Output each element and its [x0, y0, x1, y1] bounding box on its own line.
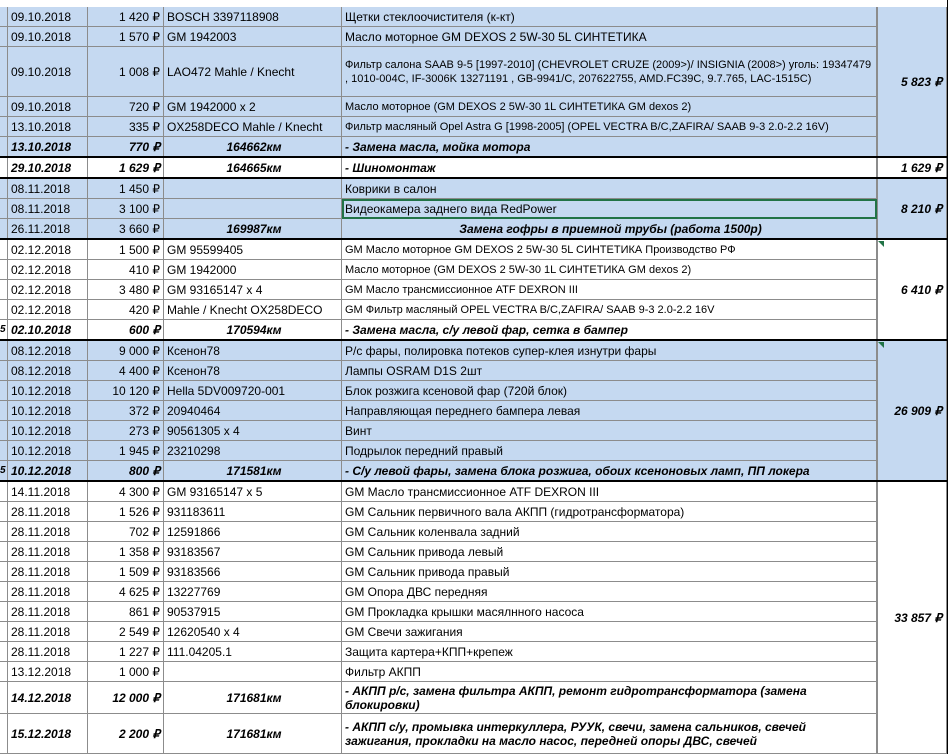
part-number-cell[interactable]: BOSCH 3397118908 — [164, 7, 342, 27]
amount-cell[interactable]: 600 ₽ — [88, 320, 164, 340]
description-cell[interactable]: Коврики в салон — [342, 179, 877, 199]
amount-cell[interactable]: 1 420 ₽ — [88, 7, 164, 27]
row-edge — [0, 219, 8, 239]
row-edge — [0, 682, 8, 714]
date-cell[interactable]: 02.12.2018 — [8, 260, 88, 280]
amount-cell[interactable]: 3 660 ₽ — [88, 219, 164, 239]
date-cell[interactable]: 28.11.2018 — [8, 562, 88, 582]
table-row[interactable] — [0, 562, 951, 582]
table-row[interactable] — [0, 441, 951, 461]
amount-cell[interactable]: 861 ₽ — [88, 602, 164, 622]
amount-cell[interactable]: 1 526 ₽ — [88, 502, 164, 522]
table-row[interactable] — [0, 341, 951, 361]
table-row[interactable] — [0, 522, 951, 542]
description-cell[interactable]: Фильтр АКПП — [342, 662, 877, 682]
amount-cell[interactable]: 10 120 ₽ — [88, 381, 164, 401]
amount-cell[interactable]: 4 400 ₽ — [88, 361, 164, 381]
part-number-cell[interactable]: Mahle / Knecht OX258DECO — [164, 300, 342, 320]
table-row[interactable] — [0, 7, 951, 27]
description-cell[interactable]: GM Масло моторное GM DEXOS 2 5W-30 5L СИНТЕТИКА Производство РФ — [342, 240, 877, 260]
part-number-cell[interactable]: 111.04205.1 — [164, 642, 342, 662]
description-cell[interactable]: GM Свечи зажигания — [342, 622, 877, 642]
row-edge — [0, 642, 8, 662]
amount-cell[interactable]: 1 509 ₽ — [88, 562, 164, 582]
date-cell[interactable]: 28.11.2018 — [8, 642, 88, 662]
row-edge — [0, 361, 8, 381]
part-number-cell[interactable]: Ксенон78 — [164, 361, 342, 381]
date-cell[interactable]: 09.10.2018 — [8, 27, 88, 47]
table-row[interactable] — [0, 280, 951, 300]
amount-cell[interactable]: 2 200 ₽ — [88, 714, 164, 754]
date-cell[interactable]: 13.10.2018 — [8, 117, 88, 137]
mileage-cell[interactable]: 164662км — [164, 137, 342, 157]
part-number-cell[interactable]: 12591866 — [164, 522, 342, 542]
part-number-cell[interactable]: Hella 5DV009720-001 — [164, 381, 342, 401]
row-edge — [0, 7, 8, 27]
row-edge — [0, 260, 8, 280]
description-cell[interactable]: - С/у левой фары, замена блока розжига, обоих ксеноновых ламп, ПП локера — [342, 461, 877, 481]
date-cell[interactable]: 28.11.2018 — [8, 502, 88, 522]
description-cell[interactable]: GM Сальник привода правый — [342, 562, 877, 582]
date-cell[interactable]: 14.11.2018 — [8, 482, 88, 502]
amount-cell[interactable]: 335 ₽ — [88, 117, 164, 137]
description-cell[interactable]: Лампы OSRAM D1S 2шт — [342, 361, 877, 381]
amount-cell[interactable]: 372 ₽ — [88, 401, 164, 421]
table-row[interactable] — [0, 27, 951, 47]
row-edge — [0, 280, 8, 300]
table-row[interactable] — [0, 260, 951, 280]
part-number-cell[interactable]: GM 1942003 — [164, 27, 342, 47]
row-edge — [0, 542, 8, 562]
description-cell[interactable]: Защита картера+КПП+крепеж — [342, 642, 877, 662]
group-total[interactable]: 8 210 ₽ — [877, 179, 947, 239]
description-cell[interactable]: - АКПП р/с, замена фильтра АКПП, ремонт гидротрансформатора (замена блокировки) — [342, 682, 877, 714]
date-cell[interactable]: 02.10.2018 — [8, 320, 88, 340]
amount-cell[interactable]: 1 570 ₽ — [88, 27, 164, 47]
row-edge — [0, 381, 8, 401]
amount-cell[interactable]: 3 100 ₽ — [88, 199, 164, 219]
row-edge — [0, 27, 8, 47]
group-total[interactable]: 5 823 ₽ — [877, 7, 947, 157]
table-row[interactable] — [0, 622, 951, 642]
date-cell[interactable]: 08.12.2018 — [8, 361, 88, 381]
table-row[interactable] — [0, 401, 951, 421]
date-cell[interactable]: 26.11.2018 — [8, 219, 88, 239]
amount-cell[interactable]: 1 000 ₽ — [88, 662, 164, 682]
date-cell[interactable]: 28.11.2018 — [8, 522, 88, 542]
part-number-cell[interactable]: GM 1942000 — [164, 260, 342, 280]
description-cell[interactable]: GM Опора ДВС передняя — [342, 582, 877, 602]
row-edge — [0, 582, 8, 602]
part-number-cell[interactable]: 20940464 — [164, 401, 342, 421]
description-cell[interactable]: Блок розжига ксеновой фар (720й блок) — [342, 381, 877, 401]
date-cell[interactable]: 28.11.2018 — [8, 542, 88, 562]
description-cell[interactable]: Фильтр масляный Opel Astra G [1998-2005] (OPEL VECTRA B/C,ZAFIRA/ SAAB 9-3 2.0-2.2 16V) — [342, 117, 877, 137]
row-edge — [0, 662, 8, 682]
date-cell[interactable]: 28.11.2018 — [8, 582, 88, 602]
row-edge: 5 — [0, 461, 8, 481]
description-cell[interactable]: Фильтр салона SAAB 9-5 [1997-2010] (CHEVROLET CRUZE (2009>)/ INSIGNIA (2008>) уголь: 19347479 , 1010-004C, IF-3006K 13271191 , GB-9941/C, 207622755, AMD.FC39C, 9.7.765, LAC-1515C) — [342, 47, 877, 97]
date-cell[interactable]: 28.11.2018 — [8, 602, 88, 622]
date-cell[interactable]: 02.12.2018 — [8, 300, 88, 320]
table-row[interactable] — [0, 602, 951, 622]
group-total[interactable]: 6 410 ₽ — [877, 240, 947, 340]
part-number-cell[interactable]: GM 93165147 x 5 — [164, 482, 342, 502]
date-cell[interactable]: 14.12.2018 — [8, 682, 88, 714]
table-row[interactable] — [0, 300, 951, 320]
row-edge — [0, 522, 8, 542]
date-cell[interactable]: 09.10.2018 — [8, 7, 88, 27]
table-row[interactable] — [0, 642, 951, 662]
table-row[interactable] — [0, 320, 951, 340]
date-cell[interactable]: 08.11.2018 — [8, 199, 88, 219]
date-cell[interactable]: 10.12.2018 — [8, 461, 88, 481]
table-row[interactable] — [0, 117, 951, 137]
amount-cell[interactable]: 3 480 ₽ — [88, 280, 164, 300]
part-number-cell[interactable] — [164, 199, 342, 219]
date-cell[interactable]: 08.11.2018 — [8, 179, 88, 199]
date-cell[interactable]: 10.12.2018 — [8, 421, 88, 441]
description-cell[interactable]: GM Сальник первичного вала АКПП (гидротрансформатора) — [342, 502, 877, 522]
row-edge — [0, 137, 8, 157]
part-number-cell[interactable]: OX258DECO Mahle / Knecht — [164, 117, 342, 137]
part-number-cell[interactable]: LAO472 Mahle / Knecht — [164, 47, 342, 97]
row-edge — [0, 562, 8, 582]
amount-cell[interactable]: 273 ₽ — [88, 421, 164, 441]
amount-cell[interactable]: 4 625 ₽ — [88, 582, 164, 602]
mileage-cell[interactable]: 171581км — [164, 461, 342, 481]
date-cell[interactable]: 09.10.2018 — [8, 97, 88, 117]
table-row[interactable] — [0, 542, 951, 562]
right-border — [947, 0, 951, 754]
amount-cell[interactable]: 1 500 ₽ — [88, 240, 164, 260]
mileage-cell[interactable]: 171681км — [164, 714, 342, 754]
description-cell[interactable]: Направляющая переднего бампера левая — [342, 401, 877, 421]
description-cell[interactable]: GM Сальник привода левый — [342, 542, 877, 562]
table-row[interactable] — [0, 97, 951, 117]
table-row[interactable] — [0, 47, 951, 97]
description-cell[interactable]: Масло моторное (GM DEXOS 2 5W-30 1L СИНТЕТИКА GM dexos 2) — [342, 97, 877, 117]
row-edge — [0, 401, 8, 421]
date-cell[interactable]: 29.10.2018 — [8, 158, 88, 178]
row-edge — [0, 482, 8, 502]
amount-cell[interactable]: 420 ₽ — [88, 300, 164, 320]
table-row[interactable] — [0, 461, 951, 481]
table-row[interactable] — [0, 240, 951, 260]
date-cell[interactable]: 02.12.2018 — [8, 240, 88, 260]
part-number-cell[interactable]: 90561305 x 4 — [164, 421, 342, 441]
part-number-cell[interactable]: 93183566 — [164, 562, 342, 582]
row-edge — [0, 602, 8, 622]
table-row[interactable] — [0, 158, 951, 178]
row-edge — [0, 240, 8, 260]
part-number-cell[interactable] — [164, 662, 342, 682]
table-row[interactable] — [0, 662, 951, 682]
date-cell[interactable]: 15.12.2018 — [8, 714, 88, 754]
date-cell[interactable]: 13.12.2018 — [8, 662, 88, 682]
part-number-cell[interactable]: 12620540 x 4 — [164, 622, 342, 642]
row-edge: 5 — [0, 320, 8, 340]
comment-indicator[interactable] — [878, 342, 884, 348]
description-cell[interactable]: - АКПП с/у, промывка интеркуллера, РУУК, свечи, замена сальников, свечей зажигания, прокладки на масло насос, передней опоры ДВС, свечей — [342, 714, 877, 754]
comment-indicator[interactable] — [878, 241, 884, 247]
amount-cell[interactable]: 800 ₽ — [88, 461, 164, 481]
date-cell[interactable]: 10.12.2018 — [8, 381, 88, 401]
amount-cell[interactable]: 2 549 ₽ — [88, 622, 164, 642]
description-cell[interactable]: Масло моторное GM DEXOS 2 5W-30 5L СИНТЕТИКА — [342, 27, 877, 47]
amount-cell[interactable]: 9 000 ₽ — [88, 341, 164, 361]
date-cell[interactable]: 08.12.2018 — [8, 341, 88, 361]
part-number-cell[interactable]: 13227769 — [164, 582, 342, 602]
group-total[interactable]: 1 629 ₽ — [877, 158, 947, 178]
row-edge — [0, 117, 8, 137]
mileage-cell[interactable]: 171681км — [164, 682, 342, 714]
part-number-cell[interactable]: 23210298 — [164, 441, 342, 461]
row-edge — [0, 158, 8, 178]
part-number-cell[interactable]: Ксенон78 — [164, 341, 342, 361]
amount-cell[interactable]: 702 ₽ — [88, 522, 164, 542]
description-cell[interactable]: GM Фильтр масляный OPEL VECTRA B/C,ZAFIRA/ SAAB 9-3 2.0-2.2 16V — [342, 300, 877, 320]
amount-cell[interactable]: 720 ₽ — [88, 97, 164, 117]
row-edge — [0, 502, 8, 522]
row-edge — [0, 441, 8, 461]
description-cell[interactable]: GM Масло трансмиссионное ATF DEXRON III — [342, 482, 877, 502]
amount-cell[interactable]: 1 450 ₽ — [88, 179, 164, 199]
table-row[interactable] — [0, 381, 951, 401]
amount-cell[interactable]: 1 358 ₽ — [88, 542, 164, 562]
description-cell[interactable]: Масло моторное (GM DEXOS 2 5W-30 1L СИНТЕТИКА GM dexos 2) — [342, 260, 877, 280]
date-cell[interactable]: 28.11.2018 — [8, 622, 88, 642]
description-cell-selected[interactable]: Видеокамера заднего вида RedPower — [342, 199, 877, 219]
mileage-cell[interactable]: 170594км — [164, 320, 342, 340]
table-row[interactable] — [0, 714, 951, 754]
group-total[interactable]: 26 909 ₽ — [877, 341, 947, 481]
date-cell[interactable]: 10.12.2018 — [8, 441, 88, 461]
table-row[interactable] — [0, 361, 951, 381]
date-cell[interactable]: 13.10.2018 — [8, 137, 88, 157]
row-edge — [0, 97, 8, 117]
description-cell[interactable]: Винт — [342, 421, 877, 441]
row-edge — [0, 47, 8, 97]
description-cell[interactable]: Замена гофры в приемной трубы (работа 1500р) — [342, 219, 877, 239]
row-edge — [0, 622, 8, 642]
description-cell[interactable]: GM Сальник коленвала задний — [342, 522, 877, 542]
amount-cell[interactable]: 770 ₽ — [88, 137, 164, 157]
part-number-cell[interactable]: GM 1942000 x 2 — [164, 97, 342, 117]
part-number-cell[interactable]: 931183611 — [164, 502, 342, 522]
date-cell[interactable]: 09.10.2018 — [8, 47, 88, 97]
part-number-cell[interactable] — [164, 179, 342, 199]
part-number-cell[interactable]: GM 93165147 x 4 — [164, 280, 342, 300]
description-cell[interactable]: GM Масло трансмиссионное ATF DEXRON III — [342, 280, 877, 300]
table-row[interactable] — [0, 179, 951, 199]
description-cell[interactable]: - Шиномонтаж — [342, 158, 877, 178]
table-row[interactable] — [0, 421, 951, 441]
part-number-cell[interactable]: GM 95599405 — [164, 240, 342, 260]
amount-cell[interactable]: 1 227 ₽ — [88, 642, 164, 662]
part-number-cell[interactable]: 90537915 — [164, 602, 342, 622]
row-edge — [0, 341, 8, 361]
part-number-cell[interactable]: 93183567 — [164, 542, 342, 562]
mileage-cell[interactable]: 169987км — [164, 219, 342, 239]
amount-cell[interactable]: 1 945 ₽ — [88, 441, 164, 461]
table-row[interactable] — [0, 682, 951, 714]
table-row[interactable] — [0, 219, 951, 239]
row-edge — [0, 199, 8, 219]
description-cell[interactable]: Щетки стеклоочистителя (к-кт) — [342, 7, 877, 27]
description-cell[interactable]: - Замена масла, мойка мотора — [342, 137, 877, 157]
row-edge — [0, 300, 8, 320]
amount-cell[interactable]: 1 008 ₽ — [88, 47, 164, 97]
amount-cell[interactable]: 1 629 ₽ — [88, 158, 164, 178]
table-row[interactable] — [0, 502, 951, 522]
description-cell[interactable]: Р/с фары, полировка потеков супер-клея изнутри фары — [342, 341, 877, 361]
description-cell[interactable]: GM Прокладка крышки масялнного насоса — [342, 602, 877, 622]
table-row[interactable] — [0, 482, 951, 502]
table-row[interactable] — [0, 137, 951, 157]
group-total[interactable]: 33 857 ₽ — [877, 482, 947, 754]
row-edge — [0, 421, 8, 441]
amount-cell[interactable]: 12 000 ₽ — [88, 682, 164, 714]
row-edge — [0, 714, 8, 754]
row-edge — [0, 179, 8, 199]
description-cell[interactable]: Подрылок передний правый — [342, 441, 877, 461]
date-cell[interactable]: 02.12.2018 — [8, 280, 88, 300]
table-row[interactable] — [0, 199, 951, 219]
amount-cell[interactable]: 4 300 ₽ — [88, 482, 164, 502]
table-row[interactable] — [0, 582, 951, 602]
date-cell[interactable]: 10.12.2018 — [8, 401, 88, 421]
mileage-cell[interactable]: 164665км — [164, 158, 342, 178]
description-cell[interactable]: - Замена масла, с/у левой фар, сетка в бампер — [342, 320, 877, 340]
amount-cell[interactable]: 410 ₽ — [88, 260, 164, 280]
